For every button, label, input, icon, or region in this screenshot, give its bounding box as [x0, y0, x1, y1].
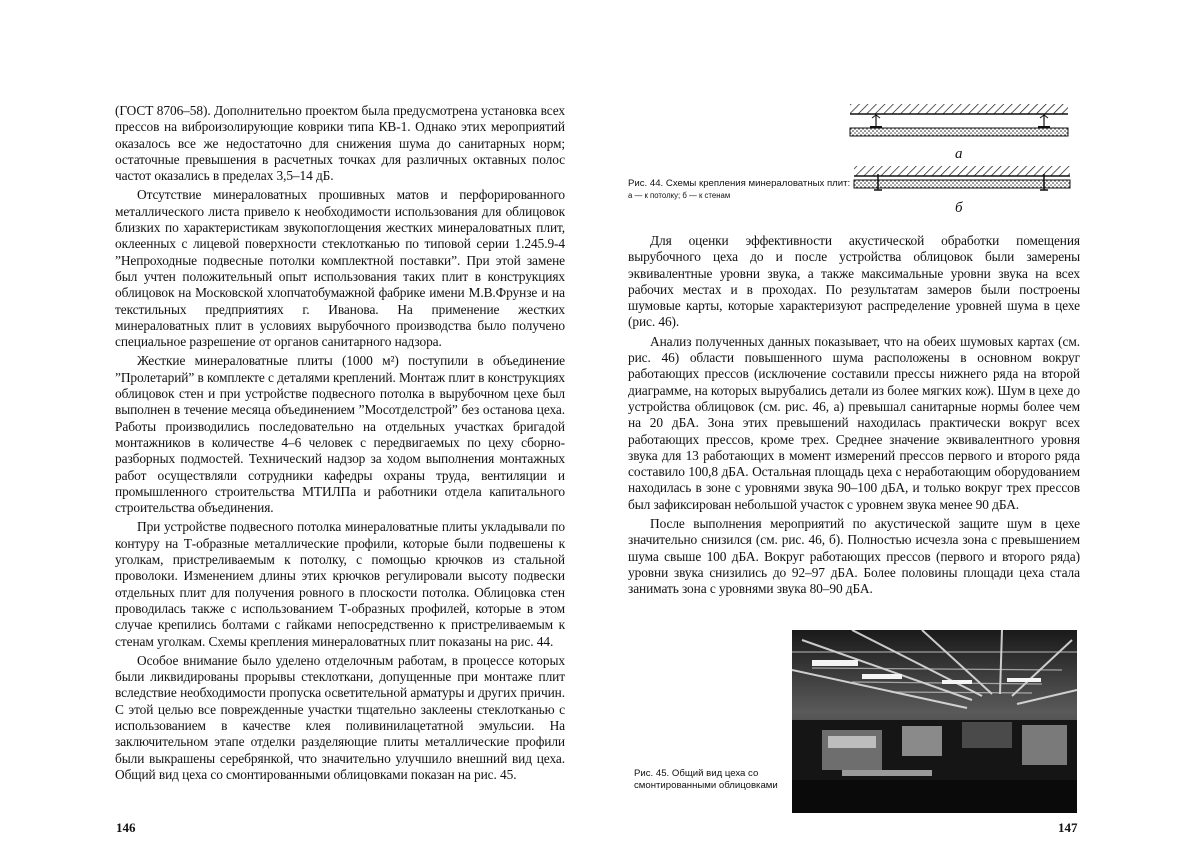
right-page-text	[628, 233, 1080, 599]
figure-44-label-a: а	[955, 146, 963, 162]
paragraph: При устройстве подвесного потолка минераловатные плиты укладывали по контуру на Т-образные металлические профили, которые были подвешены к уголкам, пристреливаемым к потолку, с помощью крючков из стальной проволоки. Изменением длины этих крючков регулировали высоту подвески отдельных плит для получения ровного в плоскости потолка. Облицовка стен проводилась также с использованием Т-образных профилей, которые в этом случае крепились болтами с гайками непосредственно к пристреливаемым к стенам уголкам. Схемы крепления минераловатных плит показаны на рис. 44.	[115, 519, 565, 649]
workshop-photo	[792, 630, 1077, 813]
ceiling-slab	[850, 104, 1068, 114]
page-number-left: 146	[116, 820, 136, 835]
page-number-right: 147	[1058, 820, 1078, 835]
left-page-text	[115, 103, 565, 784]
figure-45-caption	[634, 768, 784, 791]
wall-plates	[854, 180, 1070, 188]
figure-45-caption-title: Рис. 45. Общий вид цеха со смонтированными облицовками	[634, 768, 778, 791]
figure-44-caption	[628, 178, 858, 201]
ceiling-plates	[850, 128, 1068, 136]
paragraph: Особое внимание было уделено отделочным работам, в процессе которых были ликвидированы прорывы стеклоткани, допущенные при монтаже плит вследствие необходимости пропуска осветительной арматуры и других причин. С этой целью все поврежденные участки тщательно заклеены стеклотканью с использованием в качестве клея поливинилацетатной эмульсии. На заключительном этапе отделки разделяющие плиты металлические профили были выкрашены серебрянкой, что значительно улучшило внешний вид цеха. Общий вид цеха со смонтированными облицовками показан на рис. 45.	[115, 652, 565, 782]
paragraph: Анализ полученных данных показывает, что на обеих шумовых картах (см. рис. 46) области повышенного шума расположены в основном вокруг работающих прессов (исключение составили прессы нижнего ряда на второй диаграмме, на которых вырубались детали из более мягких кож). Шум в цехе до устройства облицовок (см. рис. 46, а) превышал санитарные нормы более чем на 20 дБА. Зона этих превышений находилась практически вокруг всех работающих прессов, кроме трех. Среднее значение эквивалентного уровня звука для 13 работающих в момент измерений прессов первого и второго ряда составило 100,8 дБА. Остальная площадь цеха с неработающим оборудованием находилась в зоне с уровнями звука 90–100 дБА, и только вокруг трех прессов был зафиксирован небольшой участок с уровнем звука менее 90 дБА.	[628, 333, 1080, 512]
figure-45-photo	[792, 630, 1077, 813]
figure-44-caption-title: Рис. 44. Схемы крепления минераловатных плит:	[628, 178, 851, 189]
wall-slab	[854, 166, 1070, 176]
figure-44-caption-legend: а — к потолку; б — к стенам	[628, 190, 731, 200]
paragraph: Отсутствие минераловатных прошивных матов и перфорированного металлического листа привело к необходимости использования для облицовок близких по характеристикам звукопоглощения жестких минераловатных плит, оклеенных с лицевой поверхности стеклотканью по типовой серии 1.245.9-4 ”Непроходные подвесные потолки комплектной поставки”. При этой замене был учтен положительный опыт использования таких плит в конструкциях облицовок на Московской хлопчатобумажной фабрике имени М.В.Фрунзе и на текстильных предприятиях г. Иванова. На применение жестких минераловатных плит в условиях вырубочного производства было получено специальное разрешение от органов санитарного надзора.	[115, 187, 565, 350]
figure-44-label-b: б	[955, 200, 963, 216]
paragraph: Для оценки эффективности акустической обработки помещения вырубочного цеха до и после устройства облицовок были замерены эквивалентные уровни звука, а также максимальные уровни звука на всех рабочих местах и в проходах. По результатам замеров были построены шумовые карты, которые характеризуют распределение уровней шума в цехе (рис. 46).	[628, 233, 1080, 330]
paragraph: (ГОСТ 8706–58). Дополнительно проектом была предусмотрена установка всех прессов на виброизолирующие коврики типа КВ-1. Однако этих мероприятий оказалось все же недостаточно для снижения шума до санитарных норм; остаточные превышения в расчетных точках для различных октавных полос частот оказались в пределах 3,5–14 дБ.	[115, 103, 565, 184]
paragraph: После выполнения мероприятий по акустической защите шум в цехе значительно снизился (см. рис. 46, б). Полностью исчезла зона с превышением шума свыше 100 дБА. Вокруг работающих прессов (первого и второго ряда) уровни звука снизились до 92–97 дБА. Более половины площади цеха стала занимать зона с уровнями звука 80–90 дБА.	[628, 516, 1080, 597]
paragraph: Жесткие минераловатные плиты (1000 м²) поступили в объединение ”Пролетарий” в комплекте с деталями креплений. Монтаж плит в конструкциях облицовок стен и при устройстве подвесного потолка в вырубочном цехе был выполнен в течение месяца объединением ”Мосотделстрой” без останова цеха. Работы производились последовательно на отдельных участках бригадой монтажников в количестве 4–6 человек с передвигаемых по цеху сборно-разборных подмостей. Технический надзор за ходом выполнения монтажных работ осуществляли сотрудники кафедры охраны труда, вентиляции и промышленного строительства МТИЛПа и работники отдела капитального строительства объединения.	[115, 353, 565, 516]
